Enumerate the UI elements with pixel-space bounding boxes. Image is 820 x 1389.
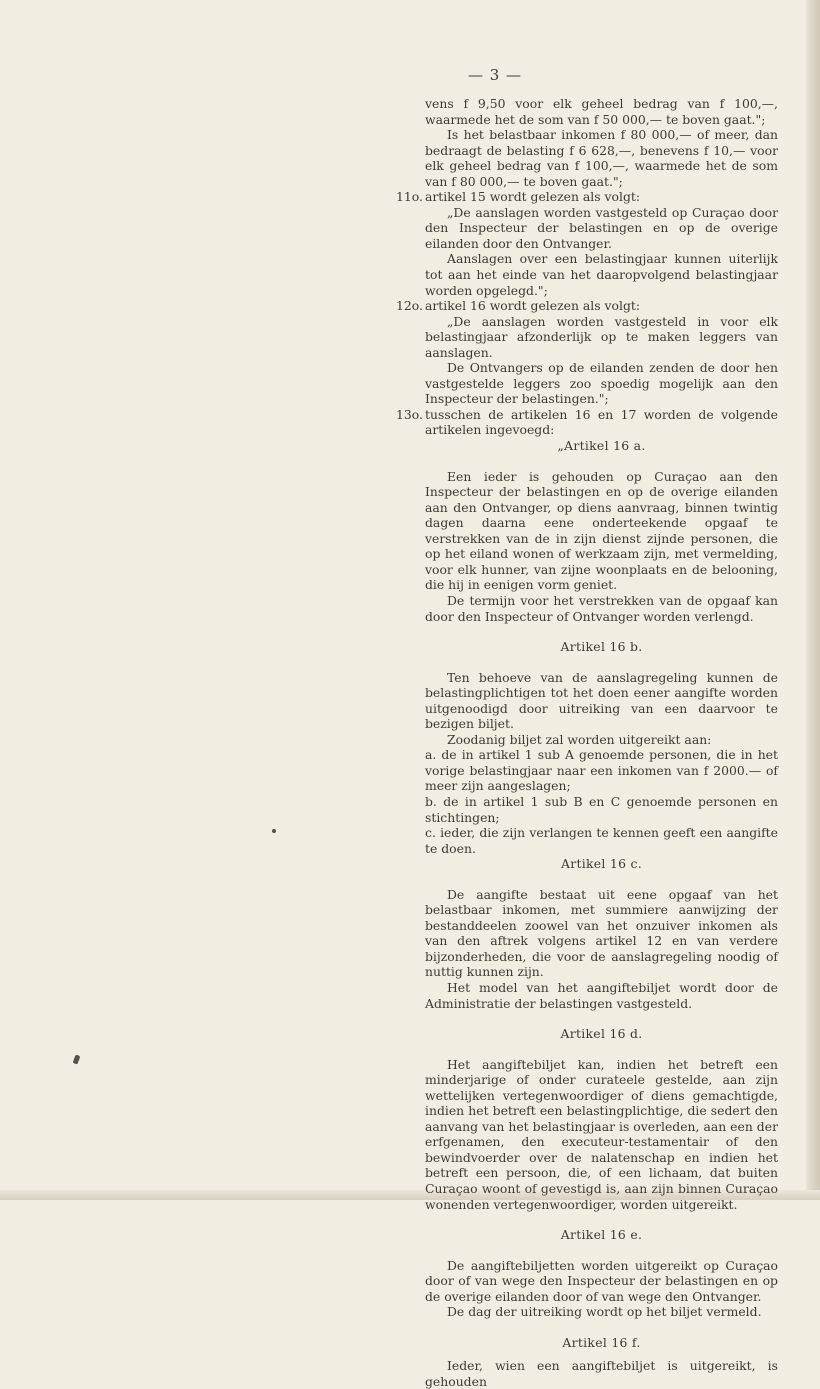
text-column xyxy=(396,96,778,1389)
paragraph: Een ieder is gehouden op Curaçao aan den Inspecteur der belastingen en op de overige eilanden aan den Ontvanger, op diens aanvraag, binnen twintig dagen daarna eene onderteekende opgaaf te verstrekken van de in zijn dienst zijnde personen, die op het eiland wonen of werkzaam zijn, met vermelding, voor elk hunner, van zijne woonplaats en de belooning, die hij in eenigen vorm geniet. xyxy=(425,468,778,593)
paragraph: Het aangiftebiljet kan, indien het betreft een minderjarige of onder curateele gestelde, aan zijn wettelijken vertegenwoordiger of diens gemachtigde, indien het betreft een belastingplichtige, die sedert den aanvang van het belastingjaar is overleden, aan een der erfgenamen, den executeur-testamentair of den bewindvoerder over de nalatenschap en indien het betreft een persoon, die, of een lichaam, dat buiten Curaçao woont of gevestigd is, aan zijn binnen Curaçao wonenden vertegenwoordiger, worden uitgereikt. xyxy=(425,1056,778,1212)
spacer xyxy=(425,1243,778,1258)
article-heading-16d: Artikel 16 d. xyxy=(560,1026,643,1042)
paragraph: Zoodanig biljet zal worden uitgereikt aan: xyxy=(447,731,712,747)
article-heading-16c: Artikel 16 c. xyxy=(560,856,643,872)
list-item-11 xyxy=(396,189,778,205)
paragraph: Ten behoeve van de aanslagregeling kunnen de belastingplichtigen tot het doen eener aangifte worden uitgenoodigd door uitreiking van een daarvoor te bezigen biljet. xyxy=(425,669,778,732)
paragraph: tusschen de artikelen 16 en 17 worden de volgende artikelen ingevoegd: xyxy=(425,406,778,438)
page-edge-shadow xyxy=(806,0,820,1200)
list-item-b: b. de in artikel 1 sub B en C genoemde personen en stichtingen; xyxy=(425,793,778,825)
item-number: 13o. xyxy=(396,406,423,422)
paragraph: De termijn voor het verstrekken van de opgaaf kan door den Inspecteur of Ontvanger worden verlengd. xyxy=(425,592,778,624)
paragraph: vens f 9,50 voor elk geheel bedrag van f 100,—, waarmede het de som van f 50 000,— te boven gaat."; xyxy=(425,96,778,127)
article-heading-16f: Artikel 16 f. xyxy=(562,1334,641,1350)
scan-speck xyxy=(73,1054,81,1064)
paragraph: De Ontvangers op de eilanden zenden de door hen vastgestelde leggers zoo spoedig mogelijk aan den Inspecteur der belastingen."; xyxy=(425,360,778,407)
paragraph: Is het belastbaar inkomen f 80 000,— of meer, dan bedraagt de belasting f 6 628,—, benevens f 10,— voor elk geheel bedrag van f 100,—, waarmede het de som van f 80 000,— te boven gaat."; xyxy=(425,127,778,189)
list-item-12 xyxy=(396,298,778,314)
paragraph: „De aanslagen worden vastgesteld op Curaçao door den Inspecteur der belastingen en op de overige eilanden door den Ontvanger. xyxy=(425,204,778,251)
spacer xyxy=(425,1011,778,1026)
scan-speck xyxy=(272,829,276,833)
spacer xyxy=(425,624,778,639)
list-item-c: c. ieder, die zijn verlangen te kennen geeft een aangifte te doen. xyxy=(425,825,778,856)
page-number: — 3 — xyxy=(467,66,523,84)
spacer xyxy=(425,1042,778,1057)
article-heading-16e: Artikel 16 e. xyxy=(560,1227,643,1243)
paragraph: Het model van het aangiftebiljet wordt door de Administratie der belastingen vastgesteld. xyxy=(425,979,778,1011)
spacer xyxy=(425,1212,778,1227)
spacer xyxy=(425,1350,778,1358)
spacer xyxy=(425,872,778,887)
article-heading-16b: Artikel 16 b. xyxy=(560,639,643,655)
item-number: 11o. xyxy=(396,189,423,205)
paragraph: De aangifte bestaat uit eene opgaaf van het belastbaar inkomen, met summiere aanwijzing der bestanddeelen zoowel van het onzuiver inkomen als van den aftrek volgens artikel 12 en van verdere bijzonderheden, die voor de aanslagregeling noodig of nuttig kunnen zijn. xyxy=(425,886,778,980)
paragraph: „De aanslagen worden vastgesteld in voor elk belastingjaar afzonderlijk op te maken leggers van aanslagen. xyxy=(425,313,778,360)
spacer xyxy=(425,655,778,670)
article-heading-16a: „Artikel 16 a. xyxy=(557,438,646,454)
spacer xyxy=(425,1320,778,1335)
paragraph: artikel 15 wordt gelezen als volgt: xyxy=(425,189,641,205)
item-number: 12o. xyxy=(396,298,423,314)
list-item-a: a. de in artikel 1 sub A genoemde personen, die in het vorige belastingjaar naar een inkomen van f 2000.— of meer zijn aangeslagen; xyxy=(425,747,778,794)
list-item-13 xyxy=(396,406,778,438)
spacer xyxy=(425,454,778,469)
paragraph: De dag der uitreiking wordt op het biljet vermeld. xyxy=(447,1304,762,1320)
paragraph: Aanslagen over een belastingjaar kunnen uiterlijk tot aan het einde van het daaropvolgend belastingjaar worden opgelegd."; xyxy=(425,251,778,298)
paragraph: Ieder, wien een aangiftebiljet is uitgereikt, is gehouden xyxy=(425,1358,778,1389)
paragraph: De aangiftebiljetten worden uitgereikt op Curaçao door of van wege den Inspecteur der belastingen en op de overige eilanden door of van wege den Ontvanger. xyxy=(425,1257,778,1304)
paragraph: artikel 16 wordt gelezen als volgt: xyxy=(425,298,641,314)
